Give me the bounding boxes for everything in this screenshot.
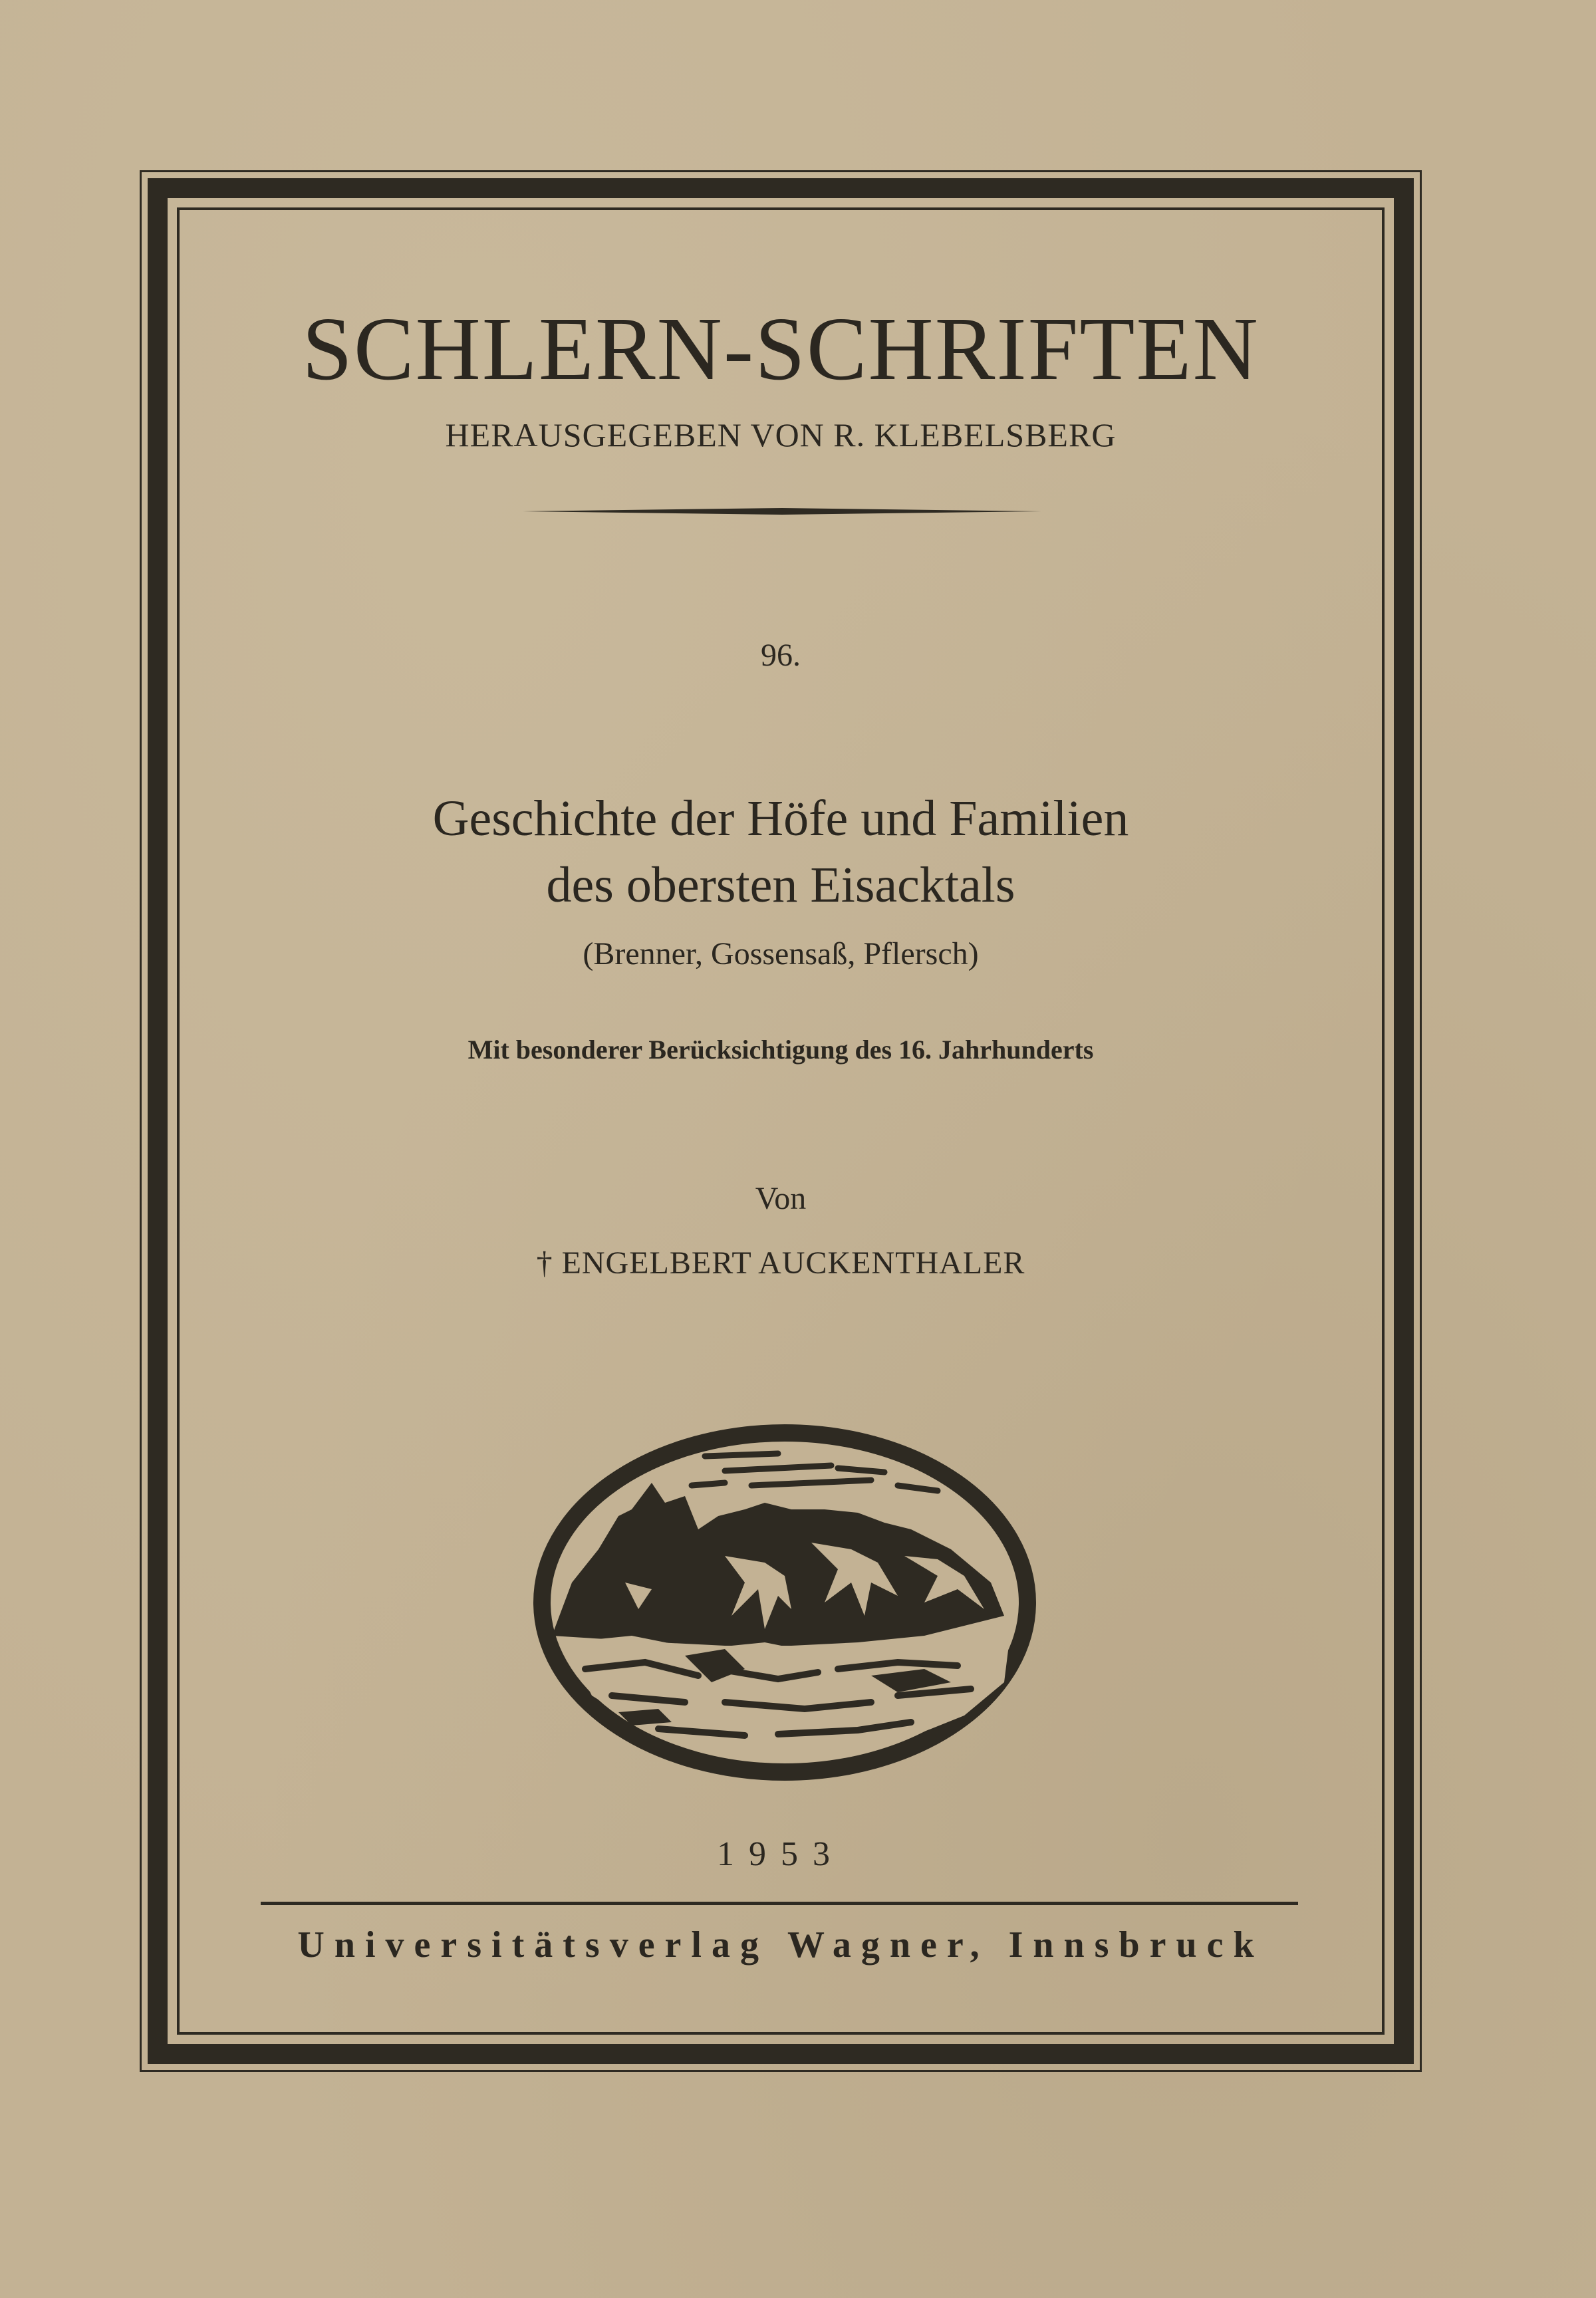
book-title-line-1: Geschichte der Höfe und Familien xyxy=(432,791,1129,846)
author-name: † ENGELBERT AUCKENTHALER xyxy=(536,1245,1025,1281)
book-title-line-2: des obersten Eisacktals xyxy=(546,857,1015,913)
book-subtitle: Mit besonderer Berücksichtigung des 16. Jahrhunderts xyxy=(467,1035,1094,1065)
volume-number: 96. xyxy=(761,638,801,673)
places-subtitle: (Brenner, Gossensaß, Pflersch) xyxy=(583,936,979,971)
mountain-landscape-woodcut-icon xyxy=(525,1416,1044,1789)
series-editor: HERAUSGEGEBEN VON R. KLEBELSBERG xyxy=(445,416,1117,453)
publication-year: 1953 xyxy=(717,1835,845,1873)
by-label: Von xyxy=(755,1181,807,1216)
publisher-name: Universitätsverlag Wagner, Innsbruck xyxy=(297,1924,1264,1966)
publisher-rule xyxy=(261,1902,1298,1905)
tapered-rule-divider xyxy=(523,508,1041,515)
series-title: SCHLERN-SCHRIFTEN xyxy=(302,299,1260,399)
